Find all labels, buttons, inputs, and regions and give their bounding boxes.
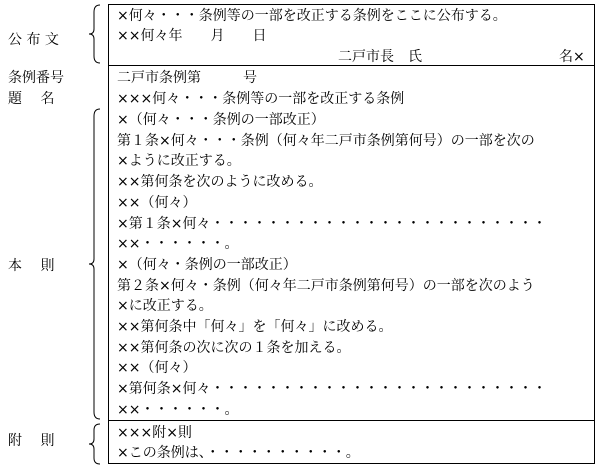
label-dai-mei: 題 名 xyxy=(8,91,55,107)
honsoku-line: ××（何々） xyxy=(117,194,197,211)
koufubun-signer: 二戸市長 氏 xyxy=(338,49,422,65)
honsoku-line: ×第何条×何々・・・・・・・・・・・・・・・・・・・・・・・・ xyxy=(117,381,547,398)
honsoku-line: ×（何々・・・条例の一部改正） xyxy=(117,112,325,128)
honsoku-line: ××第何条の次に次の１条を加える。 xyxy=(117,339,351,356)
brace-koufubun xyxy=(88,4,104,64)
honsoku-line: ××・・・・・・。 xyxy=(117,401,239,418)
fusoku-line: ×××附×則 xyxy=(117,425,192,441)
koufubun-date: ××何々年 月 日 xyxy=(117,28,267,44)
koufubun-line-1: ×何々・・・条例等の一部を改正する条例をここに公布する。 xyxy=(117,8,507,24)
label-jourei-bangou: 条例番号 xyxy=(8,70,64,86)
honsoku-line: ××（何々） xyxy=(117,360,197,377)
label-fusoku: 附 則 xyxy=(8,433,55,449)
brace-fusoku xyxy=(88,423,104,465)
honsoku-line: ×に改正する。 xyxy=(117,298,213,315)
jourei-bangou-value: 二戸市条例第 号 xyxy=(117,70,257,86)
honsoku-line: 第２条×何々・条例（何々年二戸市条例第何号）の一部を次のよう xyxy=(117,277,535,294)
honsoku-line: ×（何々・条例の一部改正） xyxy=(117,256,297,273)
brace-honsoku xyxy=(88,108,104,420)
honsoku-line: 第１条×何々・・・条例（何々年二戸市条例第何号）の一部を次の xyxy=(117,132,535,149)
fusoku-line: ×この条例は、・・・・・・・・・・。 xyxy=(117,445,360,461)
honsoku-line: ××・・・・・・。 xyxy=(117,236,239,253)
label-koufubun: 公 布 文 xyxy=(8,32,59,48)
honsoku-line: ×ように改正する。 xyxy=(117,153,241,170)
dai-mei-value: ×××何々・・・条例等の一部を改正する条例 xyxy=(117,91,405,107)
honsoku-line: ××第何条中「何々」を「何々」に改める。 xyxy=(117,319,393,335)
separator-fusoku xyxy=(108,420,595,421)
honsoku-line: ×第１条×何々・・・・・・・・・・・・・・・・・・・・・・・・ xyxy=(117,215,547,232)
honsoku-line: ××第何条を次のように改める。 xyxy=(117,174,323,191)
koufubun-signer-name: 名× xyxy=(559,49,585,65)
label-honsoku: 本 則 xyxy=(8,258,55,274)
